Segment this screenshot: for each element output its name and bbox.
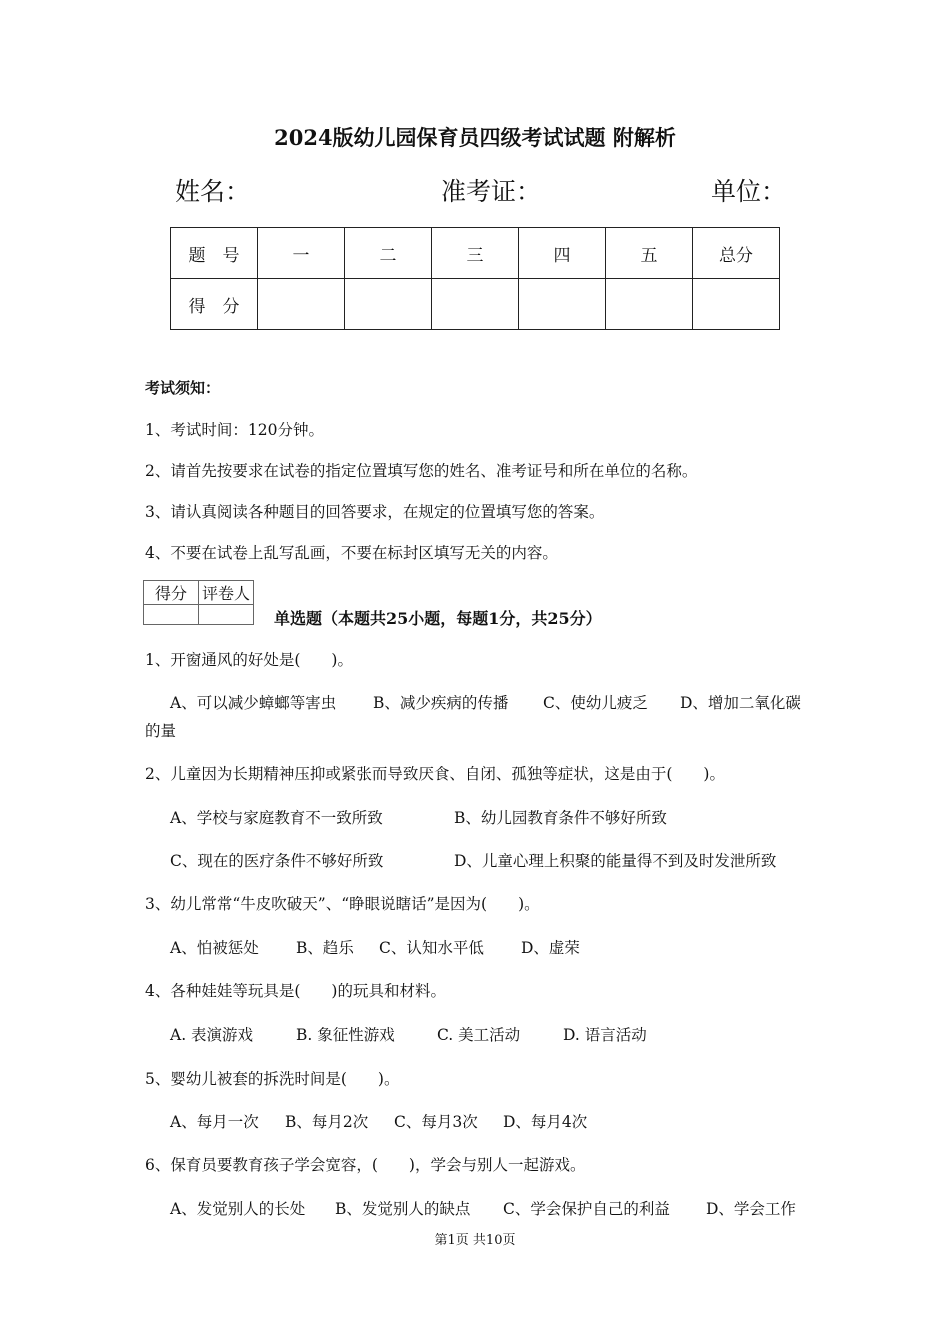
option-a[interactable]: A. 表演游戏 xyxy=(170,1026,254,1044)
name-field-label: 姓名： xyxy=(175,177,251,206)
score-header-cell: 题 号 xyxy=(171,228,258,279)
score-table xyxy=(170,227,780,330)
notice-item: 2、请首先按要求在试卷的指定位置填写您的姓名、准考证号和所在单位的名称。 xyxy=(145,462,698,480)
option-d[interactable]: D. 语言活动 xyxy=(563,1026,647,1044)
exam-id-field-label: 准考证： xyxy=(441,177,542,206)
score-cell[interactable] xyxy=(345,279,432,330)
option-d[interactable]: D、学会工作 xyxy=(706,1200,796,1218)
notice-heading: 考试须知： xyxy=(145,379,221,397)
question-stem: 4、各种娃娃等玩具是( )的玩具和材料。 xyxy=(145,982,446,1000)
option-c[interactable]: C、使幼儿疲乏 xyxy=(543,694,648,712)
option-b[interactable]: B. 象征性游戏 xyxy=(296,1026,395,1044)
option-c[interactable]: C. 美工活动 xyxy=(437,1026,521,1044)
option-a[interactable]: A、学校与家庭教育不一致所致 xyxy=(170,809,383,827)
score-cell[interactable] xyxy=(519,279,606,330)
score-row-label: 得 分 xyxy=(171,279,258,330)
grader-score-label: 得分 xyxy=(144,581,199,605)
option-a[interactable]: A、发觉别人的长处 xyxy=(170,1200,306,1218)
grader-name-label: 评卷人 xyxy=(199,581,254,605)
notice-item: 4、不要在试卷上乱写乱画，不要在标封区填写无关的内容。 xyxy=(145,544,558,562)
notice-item: 3、请认真阅读各种题目的回答要求，在规定的位置填写您的答案。 xyxy=(145,503,605,521)
grader-name-cell[interactable] xyxy=(199,605,254,625)
option-d[interactable]: D、儿童心理上积聚的能量得不到及时发泄所致 xyxy=(454,852,777,870)
question-stem: 5、婴幼儿被套的拆洗时间是( )。 xyxy=(145,1070,400,1088)
grader-score-cell[interactable] xyxy=(144,605,199,625)
score-table-score-row xyxy=(171,279,780,330)
option-b[interactable]: B、减少疾病的传播 xyxy=(373,694,509,712)
option-b[interactable]: B、发觉别人的缺点 xyxy=(335,1200,471,1218)
score-header-cell: 四 xyxy=(519,228,606,279)
score-cell[interactable] xyxy=(606,279,693,330)
score-cell[interactable] xyxy=(432,279,519,330)
option-a[interactable]: A、每月一次 xyxy=(170,1113,259,1131)
question-stem: 6、保育员要教育孩子学会宽容，( )，学会与别人一起游戏。 xyxy=(145,1156,586,1174)
option-c[interactable]: C、每月3次 xyxy=(394,1113,478,1131)
score-cell[interactable] xyxy=(258,279,345,330)
option-b[interactable]: B、幼儿园教育条件不够好所致 xyxy=(454,809,667,827)
option-d[interactable]: D、虚荣 xyxy=(521,939,580,957)
section-heading: 单选题（本题共25小题，每题1分，共25分） xyxy=(274,609,602,628)
option-a[interactable]: A、怕被惩处 xyxy=(170,939,259,957)
score-table-header-row xyxy=(171,228,780,279)
option-b[interactable]: B、趋乐 xyxy=(296,939,354,957)
question-stem: 2、儿童因为长期精神压抑或紧张而导致厌食、自闭、孤独等症状，这是由于( )。 xyxy=(145,765,725,783)
question-stem: 3、幼儿常常“牛皮吹破天”、“睁眼说瞎话”是因为( )。 xyxy=(145,895,540,913)
score-header-cell: 总分 xyxy=(693,228,780,279)
page-footer: 第1页 共10页 xyxy=(434,1233,516,1248)
option-c[interactable]: C、学会保护自己的利益 xyxy=(503,1200,670,1218)
option-c[interactable]: C、现在的医疗条件不够好所致 xyxy=(170,852,384,870)
option-a[interactable]: A、可以减少蟑螂等害虫 xyxy=(170,694,337,712)
score-cell[interactable] xyxy=(693,279,780,330)
option-c[interactable]: C、认知水平低 xyxy=(379,939,484,957)
score-header-cell: 二 xyxy=(345,228,432,279)
question-stem: 1、开窗通风的好处是( )。 xyxy=(145,651,353,669)
option-d[interactable]: D、每月4次 xyxy=(503,1113,588,1131)
score-header-cell: 一 xyxy=(258,228,345,279)
score-header-cell: 五 xyxy=(606,228,693,279)
option-d[interactable]: D、增加二氧化碳 xyxy=(680,694,801,712)
page-title: 2024版幼儿园保育员四级考试试题 附解析 xyxy=(274,125,676,150)
option-d-continued: 的量 xyxy=(145,722,177,740)
score-header-cell: 三 xyxy=(432,228,519,279)
grader-box xyxy=(143,580,254,625)
notice-item: 1、考试时间：120分钟。 xyxy=(145,421,324,439)
option-b[interactable]: B、每月2次 xyxy=(285,1113,369,1131)
unit-field-label: 单位： xyxy=(711,177,787,206)
